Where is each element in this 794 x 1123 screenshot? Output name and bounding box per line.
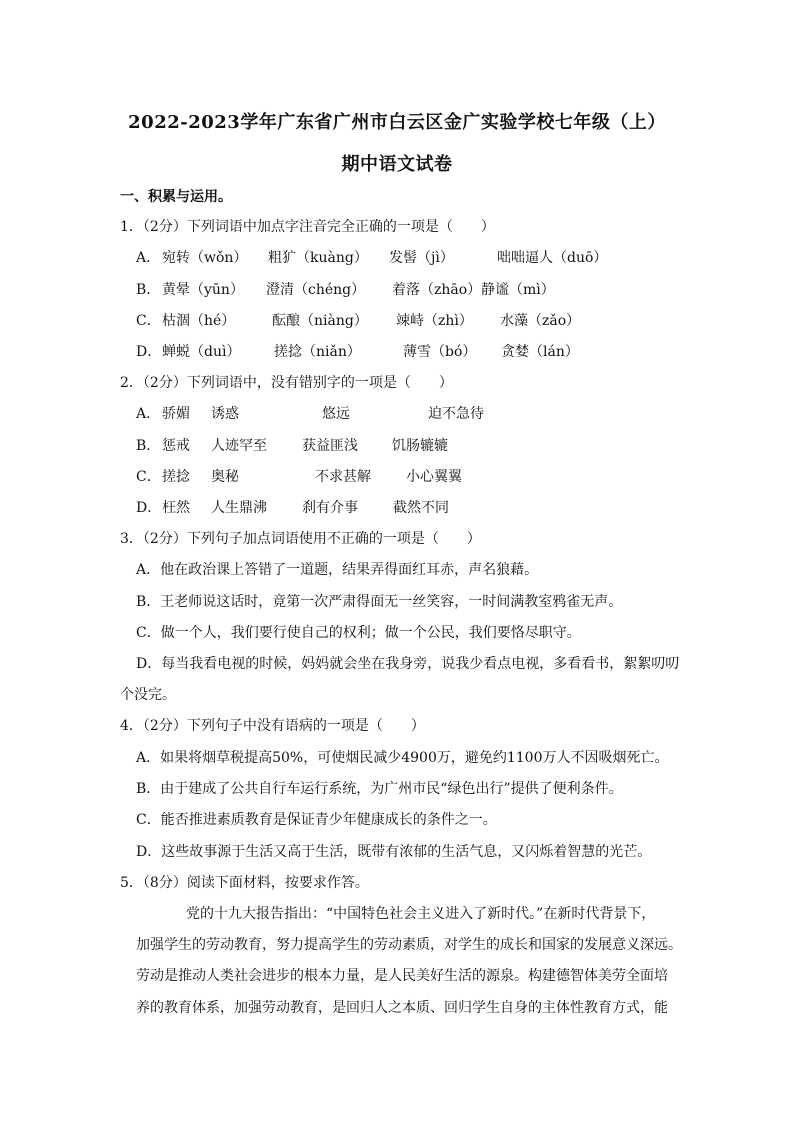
option-item: 骄媚 (162, 406, 190, 422)
option-item: 奥秘 (211, 469, 239, 485)
passage-line: 劳动是推动人类社会进步的根本力量，是人民美好生活的源泉。构建德智体美劳全面培 (136, 968, 668, 984)
option-item: 贪婪（lán） (501, 344, 579, 360)
option-item: 人生鼎沸 (211, 500, 267, 516)
question-3-option-c: C．做一个人，我们要行使自己的权利；做一个公民，我们要恪尽职守。 (136, 625, 581, 641)
option-item: 小心翼翼 (406, 469, 462, 485)
passage-line: 党的十九大报告指出：“中国特色社会主义进入了新时代。”在新时代背景下， (186, 906, 656, 922)
passage-line: 加强学生的劳动教育，努力提高学生的劳动素质，对学生的成长和国家的发展意义深远。 (136, 937, 682, 953)
option-label: B． (136, 438, 161, 454)
option-item: 搓捻（niǎn） (274, 344, 361, 360)
option-item: 着落（zhāo） (392, 282, 482, 298)
option-label: C． (136, 313, 161, 329)
option-label: A． (136, 406, 161, 422)
exam-title-line-1: 2022-2023学年广东省广州市白云区金广实验学校七年级（上） (128, 112, 666, 133)
option-item: 枉然 (162, 500, 190, 516)
question-3-stem: 3．（2分）下列句子加点词语使用不正确的一项是（ ） (120, 531, 481, 547)
option-item: 水藻（zǎo） (500, 313, 581, 329)
option-label: D． (136, 344, 162, 360)
option-label: A． (136, 250, 161, 266)
question-4-option-c: C．能否推进素质教育是保证青少年健康成长的条件之一。 (136, 812, 497, 828)
option-item: 竦峙（zhì） (396, 313, 473, 329)
option-item: 宛转（wǒn） (162, 250, 248, 266)
option-item: 澄清（chéng） (266, 282, 366, 298)
question-5-stem: 5．（8分）阅读下面材料，按要求作答。 (120, 875, 369, 891)
question-3-option-d-continued: 个没完。 (120, 687, 176, 703)
option-label: D． (136, 500, 162, 516)
question-4-stem: 4．（2分）下列句子中没有语病的一项是（ ） (120, 718, 425, 734)
option-item: 饥肠辘辘 (392, 438, 448, 454)
option-item: 不求甚解 (315, 469, 371, 485)
option-item: 诱惑 (211, 406, 239, 422)
option-item: 获益匪浅 (302, 438, 358, 454)
option-item: 枯涸（hé） (162, 313, 236, 329)
option-item: 惩戒 (162, 438, 190, 454)
question-1-stem: 1．（2分）下列词语中加点字注音完全正确的一项是（ ） (120, 219, 495, 235)
option-item: 酝酿（niàng） (272, 313, 368, 329)
question-4-option-d: D．这些故事源于生活又高于生活，既带有浓郁的生活气息，又闪烁着智慧的光芒。 (136, 844, 652, 860)
question-4-option-b: B．由于建成了公共自行车运行系统，为广州市民“绿色出行”提供了便利条件。 (136, 781, 623, 797)
question-4-option-a: A．如果将烟草税提高50%，可使烟民减少4900万，避免约1100万人不因吸烟死亡。 (136, 750, 669, 766)
exam-title-line-2: 期中语文试卷 (341, 154, 453, 175)
option-item: 截然不同 (393, 500, 449, 516)
option-item: 蝉蜕（duì） (162, 344, 241, 360)
option-label: C． (136, 469, 161, 485)
option-item: 黄晕（yūn） (162, 282, 244, 298)
section-heading: 一、积累与运用。 (120, 189, 232, 205)
option-item: 搓捻 (162, 469, 190, 485)
option-item: 薄雪（bó） (403, 344, 477, 360)
option-item: 发髻（jì） (389, 250, 454, 266)
option-item: 咄咄逼人（duō） (497, 250, 608, 266)
question-3-option-d: D．每当我看电视的时候，妈妈就会坐在我身旁，说我少看点电视，多看看书，絮絮叨叨 (136, 656, 680, 672)
option-item: 静谧（mì） (481, 282, 555, 298)
option-item: 人迹罕至 (211, 438, 267, 454)
passage-line: 养的教育体系，加强劳动教育，是回归人之本质、回归学生自身的主体性教育方式，能 (136, 1000, 668, 1016)
question-2-stem: 2．（2分）下列词语中，没有错别字的一项是（ ） (120, 375, 453, 391)
question-3-option-b: B．王老师说这话时，竟第一次严肃得面无一丝笑容，一时间满教室鸦雀无声。 (136, 594, 623, 610)
option-item: 刹有介事 (302, 500, 358, 516)
option-item: 悠远 (322, 406, 350, 422)
question-3-option-a: A．他在政治课上答错了一道题，结果弄得面红耳赤，声名狼藉。 (136, 562, 539, 578)
option-label: B． (136, 282, 161, 298)
option-item: 迫不急待 (428, 406, 484, 422)
option-item: 粗犷（kuàng） (268, 250, 368, 266)
